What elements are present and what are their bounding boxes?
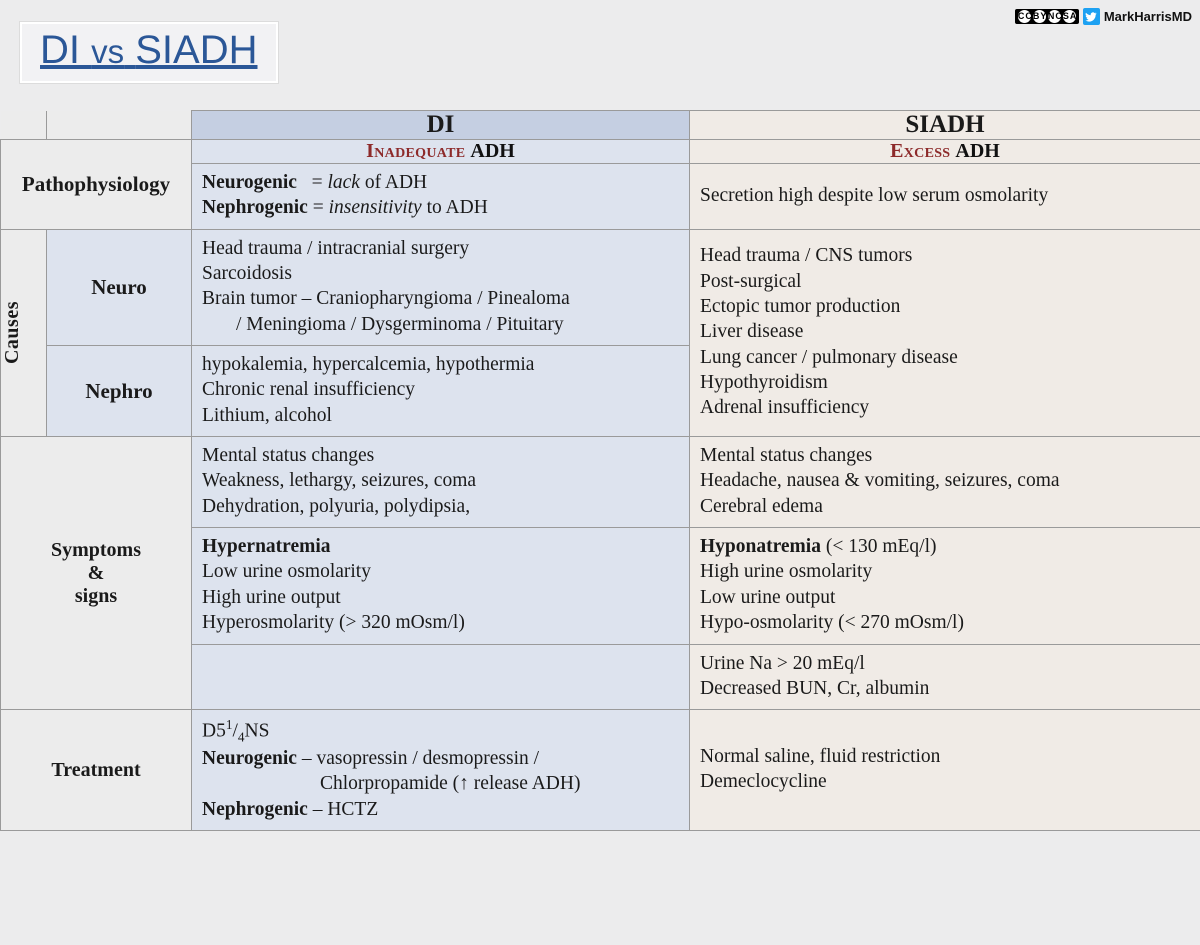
siadh-cause-line-7: Adrenal insufficiency [700,397,870,419]
di-treatment-line-1: $D5^1/_4NS$ [202,717,270,745]
comparison-table [0,110,1200,831]
di-treatment-rest-neurogenic: – vasopressin / desmopressin / [301,747,540,769]
row-label-pathophysiology: Pathophysiology [1,140,192,230]
di-patho-eq-2: = [312,197,324,219]
siadh-extra-line-1: Urine Na > 20 mEq/l [700,652,865,674]
siadh-labs-extra-cell [690,644,1200,710]
siadh-extra-line-2: Decreased BUN, Cr, albumin [700,677,930,699]
cc-mark: CC [1017,11,1033,21]
di-nephro-line-1: hypokalemia, hypercalcemia, hypothermia [202,354,535,376]
siadh-patho-text: Secretion high despite low serum osmolarity [700,184,1049,206]
row-label-neuro: Neuro [47,229,192,345]
cc-sa-mark: SA [1062,11,1078,21]
siadh-cause-line-1: Head trauma / CNS tumors [700,245,913,267]
di-nephro-line-2: Chronic renal insufficiency [202,379,415,401]
symptoms-top-row [1,437,1200,528]
row-label-treatment: Treatment [1,710,192,831]
siadh-symptom-line-1: Mental status changes [700,445,873,467]
di-patho-rest-2: to ADH [426,197,488,219]
di-pathophysiology-cell [192,164,690,230]
siadh-symptoms-cell [690,437,1200,528]
di-patho-italic-1: lack [327,172,360,193]
siadh-labs-cell [690,528,1200,644]
di-lab-line-4: Hyperosmolarity (> 320 mOsm/l) [202,612,465,634]
di-treatment-frac-den: 4 [237,729,245,745]
row-label-symptoms-line2: & [87,561,105,584]
di-treatment-line-4 [202,797,679,822]
di-treatment-d5: D5 [202,720,226,742]
corner-cell-2 [47,111,192,140]
row-label-symptoms-line1: Symptoms [50,538,141,561]
di-symptom-line-1: Mental status changes [202,445,375,467]
di-adh-label: ADH [470,140,515,162]
di-patho-line-nephrogenic [202,195,679,220]
di-neuro-line-2: Sarcoidosis [202,263,292,285]
table-header-row [1,111,1200,140]
siadh-treatment-cell [690,710,1200,831]
di-lab-line-3: High urine output [202,586,341,608]
row-label-symptoms [1,437,192,710]
di-patho-rest-1: of ADH [364,172,428,193]
di-treatment-line-2 [202,746,679,771]
corner-cell [1,111,47,140]
di-treatment-term-neurogenic: Neurogenic [202,747,297,769]
cc-nc-mark: NC [1047,11,1063,21]
column-header-di: DI [192,111,690,140]
di-neuro-line-3: Brain tumor – Craniopharyngioma / Pinealoma [202,288,570,310]
siadh-lab-line-4: Hypo-osmolarity (< 270 mOsm/l) [700,612,964,634]
di-adh-emphasis: Inadequate [366,140,466,162]
siadh-symptom-line-2: Headache, nausea & vomiting, seizures, coma [700,470,1060,492]
column-header-siadh: SIADH [690,111,1200,140]
di-neuro-line-1: Head trauma / intracranial surgery [202,237,470,259]
row-label-nephro: Nephro [47,346,192,437]
di-lab-line-1 [202,534,679,559]
di-treatment-frac-num: 1 [225,717,233,733]
di-treatment-term-nephrogenic: Nephrogenic [202,798,308,820]
di-labs-cell [192,528,690,644]
di-treatment-ns: NS [244,720,270,742]
di-causes-neuro-cell [192,229,690,345]
causes-neuro-row [1,229,1200,345]
siadh-cause-line-3: Ectopic tumor production [700,295,901,317]
page-title-text [40,28,258,73]
di-treatment-line-3: Chlorpropamide (↑ release ADH) [320,773,581,795]
siadh-treatment-line-1: Normal saline, fluid restriction [700,745,941,767]
title-siadh: SIADH [135,28,258,72]
di-lab-line-2: Low urine osmolarity [202,561,371,583]
creative-commons-icon [1015,9,1079,24]
di-neuro-line-4: / Meningioma / Dysgerminoma / Pituitary [236,313,564,335]
title-vs: vs [91,33,125,70]
siadh-treatment-line-2: Demeclocycline [700,771,827,793]
attribution [1015,8,1192,25]
siadh-adh-emphasis: Excess [890,140,951,162]
row-label-symptoms-line3: signs [74,584,118,607]
twitter-icon[interactable] [1083,8,1100,25]
di-treatment-cell [192,710,690,831]
siadh-lab-bold-rest: (< 130 mEq/l) [825,536,937,558]
row-label-causes-text: Causes [1,301,23,365]
page-header [0,0,1200,110]
di-adh-subheader [192,140,690,164]
di-causes-nephro-cell [192,346,690,437]
pathophysiology-subheader-row [1,140,1200,164]
siadh-adh-subheader [690,140,1200,164]
siadh-pathophysiology-cell [690,164,1200,230]
page-title [20,22,278,83]
siadh-lab-line-1 [700,534,1190,559]
di-patho-eq-1: = [311,172,323,193]
siadh-adh-label: ADH [955,140,1000,162]
siadh-cause-line-5: Lung cancer / pulmonary disease [700,346,958,368]
row-label-causes [1,229,47,436]
di-symptom-line-3: Dehydration, polyuria, polydipsia, [202,495,471,517]
title-di: DI [40,28,80,72]
di-patho-italic-2: insensitivity [328,197,422,219]
siadh-lab-line-3: Low urine output [700,586,836,608]
siadh-lab-bold: Hyponatremia [700,536,821,558]
di-patho-line-neurogenic [202,170,679,195]
siadh-causes-cell [690,229,1200,436]
siadh-cause-line-6: Hypothyroidism [700,371,828,393]
credit-name: MarkHarrisMD [1103,9,1192,24]
treatment-row [1,710,1200,831]
di-symptoms-cell [192,437,690,528]
siadh-lab-line-2: High urine osmolarity [700,561,873,583]
di-labs-extra-cell [192,644,690,710]
di-symptom-line-2: Weakness, lethargy, seizures, coma [202,470,477,492]
siadh-symptom-line-3: Cerebral edema [700,495,823,517]
di-lab-bold: Hypernatremia [202,536,331,558]
di-nephro-line-3: Lithium, alcohol [202,404,332,426]
siadh-cause-line-4: Liver disease [700,321,804,343]
siadh-cause-line-2: Post-surgical [700,270,802,292]
di-patho-term-neurogenic: Neurogenic [202,172,297,193]
di-treatment-rest-nephrogenic: – HCTZ [312,798,379,820]
cc-by-mark: BY [1032,11,1048,21]
di-patho-term-nephrogenic: Nephrogenic [202,197,308,219]
